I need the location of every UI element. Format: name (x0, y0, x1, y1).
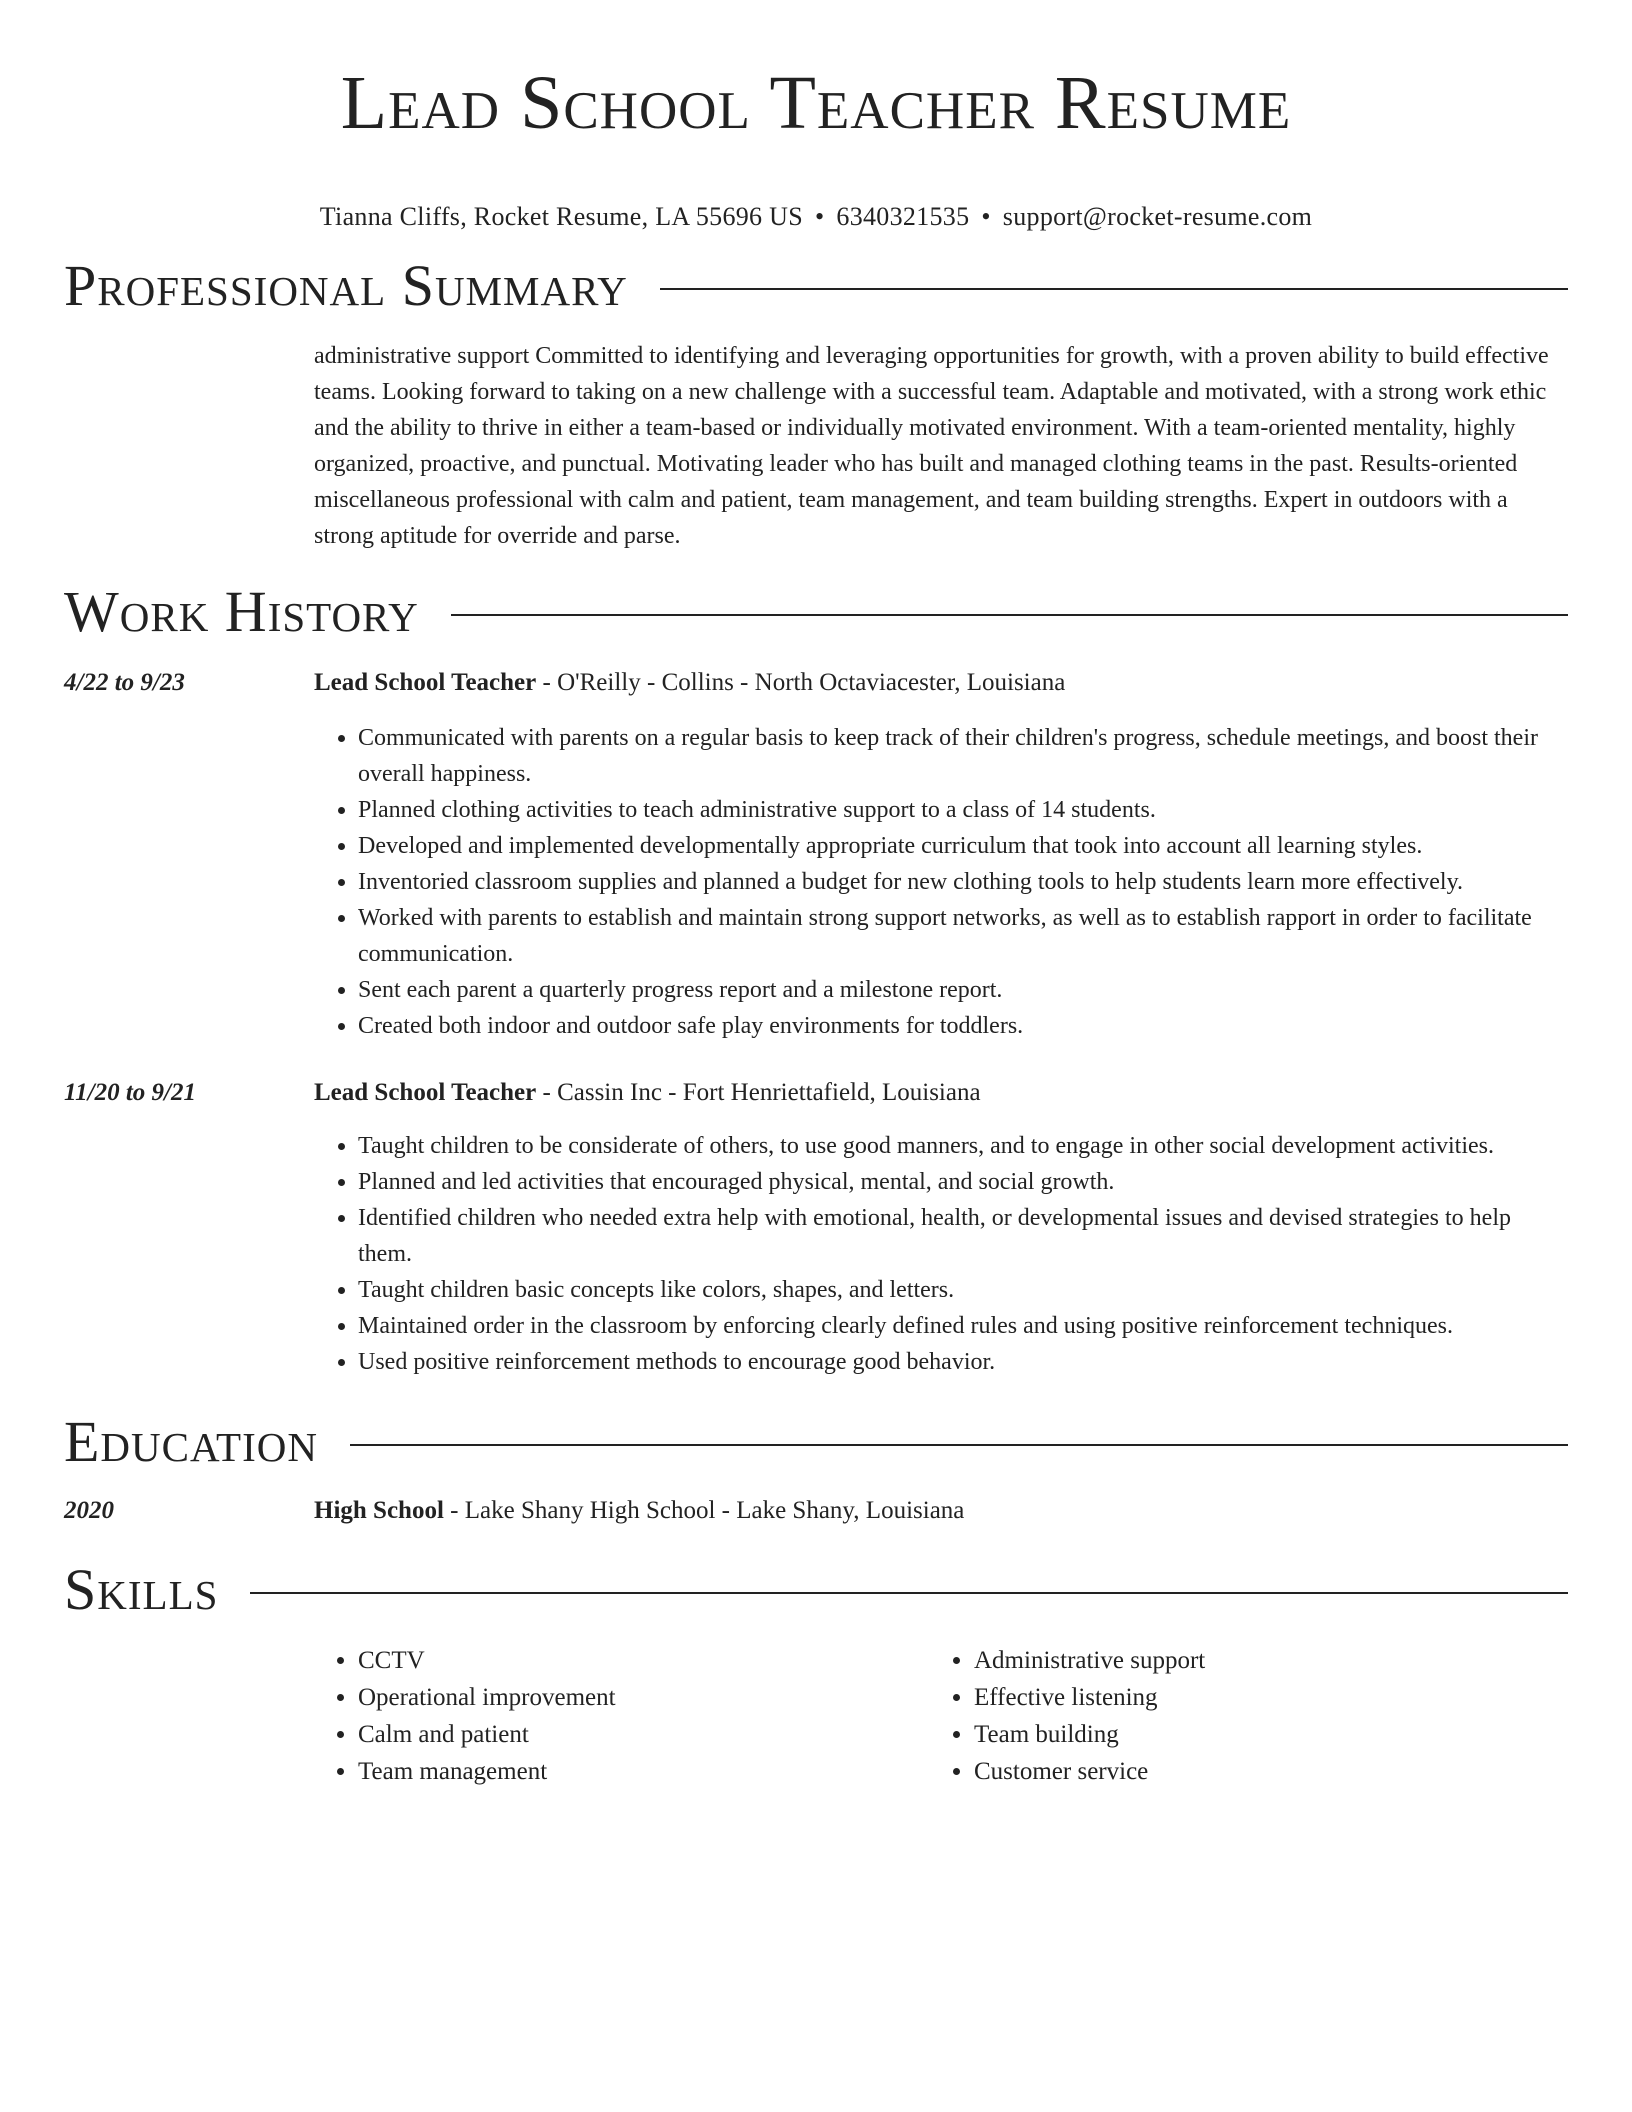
job-title-line (314, 666, 1568, 700)
skill-item: • Effective listening (974, 1679, 1490, 1716)
job-employer: - Cassin Inc - Fort Henriettafield, Louisiana (536, 1079, 981, 1106)
section-skills-header (64, 1558, 1568, 1622)
job-role: Lead School Teacher (314, 1079, 537, 1106)
contact-phone: 6340321535 (836, 202, 970, 231)
section-divider (250, 1592, 1568, 1594)
education-year: 2020 (64, 1497, 114, 1524)
section-education-title: Education (64, 1409, 318, 1474)
skills-list-left (314, 1642, 874, 1790)
list-item: • Created both indoor and outdoor safe play environments for toddlers. (358, 1008, 1568, 1044)
list-item: • Sent each parent a quarterly progress report and a milestone report. (358, 972, 1568, 1008)
list-item: • Taught children basic concepts like colors, shapes, and letters. (358, 1272, 1568, 1308)
education-degree: High School (314, 1497, 444, 1524)
education-school: - Lake Shany High School - Lake Shany, Louisiana (443, 1497, 965, 1524)
list-item: • Used positive reinforcement methods to encourage good behavior. (358, 1344, 1568, 1380)
job-employer: - O'Reilly - Collins - North Octaviacester, Louisiana (536, 669, 1066, 696)
skill-item: • Customer service (974, 1753, 1490, 1790)
education-line (314, 1494, 1568, 1528)
section-divider (451, 614, 1568, 616)
list-item: • Communicated with parents on a regular basis to keep track of their children's progress, schedule meetings, and boost their overall happiness. (358, 720, 1568, 792)
job-bullets (314, 720, 1568, 1044)
job-dates: 11/20 to 9/21 (64, 1079, 196, 1106)
skill-item: • CCTV (358, 1642, 874, 1679)
section-divider (350, 1444, 1568, 1446)
section-summary-title: Professional Summary (64, 253, 628, 318)
section-skills-title: Skills (64, 1557, 219, 1622)
list-item: • Planned and led activities that encouraged physical, mental, and social growth. (358, 1164, 1568, 1200)
resume-page (64, 0, 1568, 1785)
contact-line (64, 200, 1568, 234)
skill-item: • Team building (974, 1716, 1490, 1753)
job-bullets (314, 1128, 1568, 1380)
section-work-header (64, 580, 1568, 644)
skill-item: • Operational improvement (358, 1679, 874, 1716)
resume-title: Lead School Teacher Resume (340, 61, 1292, 145)
list-item: • Developed and implemented developmentally appropriate curriculum that took into account all learning styles. (358, 828, 1568, 864)
list-item: • Inventoried classroom supplies and planned a budget for new clothing tools to help students learn more effectively. (358, 864, 1568, 900)
job-dates: 4/22 to 9/23 (64, 669, 185, 696)
summary-text: administrative support Committed to identifying and leveraging opportunities for growth, with a proven ability to build effective teams. Looking forward to taking on a new challenge with a successful team. Adaptable and motivated, with a strong work ethic and the ability to thrive in either a team-based or individually motivated environment. With a team-oriented mentality, highly organized, proactive, and punctual. Motivating leader who has built and managed clothing teams in the past. Results-oriented miscellaneous professional with calm and patient, team management, and team building strengths. Expert in outdoors with a strong aptitude for override and parse. (314, 343, 1549, 549)
contact-separator: • (981, 202, 991, 231)
skill-item: • Administrative support (974, 1642, 1490, 1679)
section-work-title: Work History (64, 579, 419, 644)
skill-item: • Team management (358, 1753, 874, 1790)
list-item: • Taught children to be considerate of others, to use good manners, and to engage in other social development activities. (358, 1128, 1568, 1164)
list-item: • Identified children who needed extra help with emotional, health, or developmental issues and devised strategies to help them. (358, 1200, 1568, 1272)
skills-list-right (930, 1642, 1490, 1790)
section-divider (660, 288, 1568, 290)
contact-email: support@rocket-resume.com (1002, 202, 1313, 231)
job-title-line (314, 1076, 1568, 1110)
job-role: Lead School Teacher (314, 669, 537, 696)
list-item: • Planned clothing activities to teach administrative support to a class of 14 students. (358, 792, 1568, 828)
section-education-header (64, 1410, 1568, 1474)
section-summary-header (64, 254, 1568, 318)
contact-separator: • (814, 202, 825, 231)
list-item: • Maintained order in the classroom by enforcing clearly defined rules and using positive reinforcement techniques. (358, 1308, 1568, 1344)
list-item: • Worked with parents to establish and maintain strong support networks, as well as to establish rapport in order to facilitate communication. (358, 900, 1568, 972)
contact-address: Tianna Cliffs, Rocket Resume, LA 55696 US (319, 202, 803, 231)
skill-item: • Calm and patient (358, 1716, 874, 1753)
